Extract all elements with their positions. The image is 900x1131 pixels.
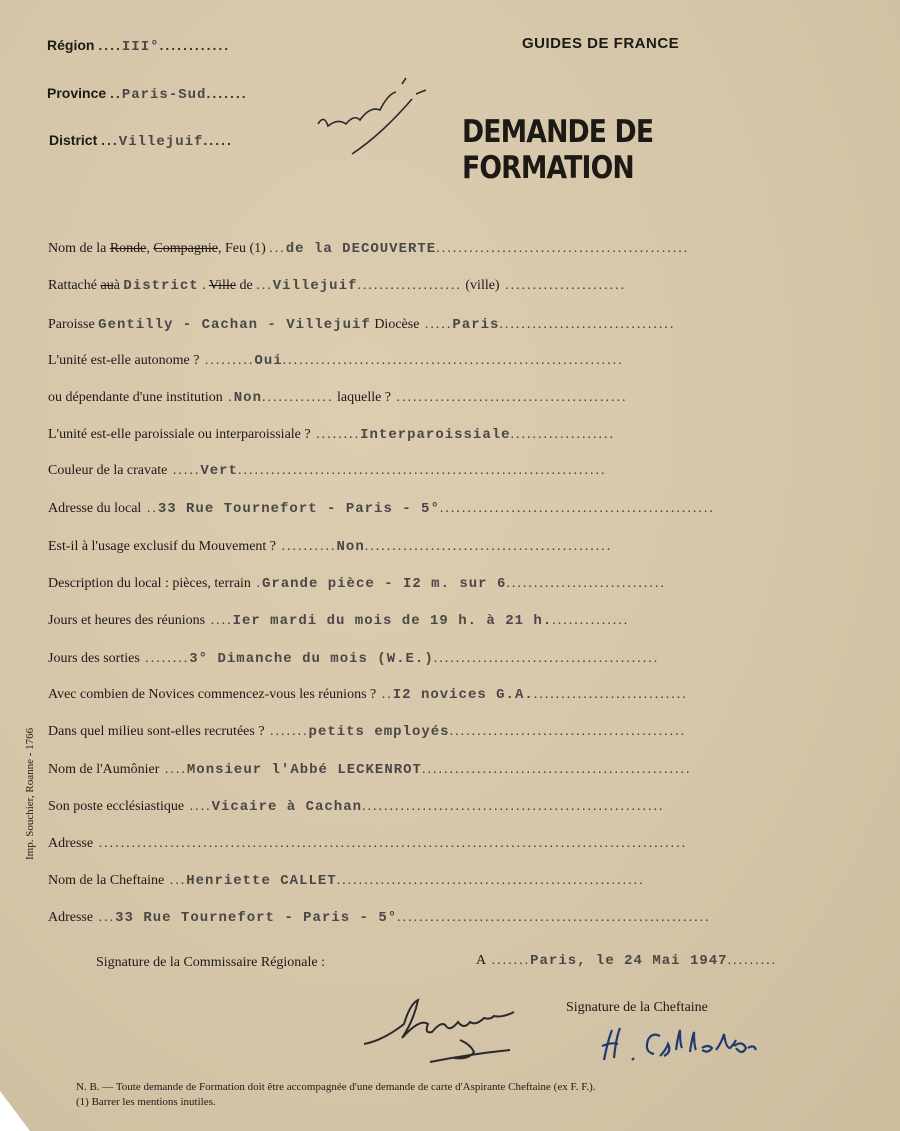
novices-value: I2 novices G.A. [392,687,534,703]
autonomous-label: L'unité est-elle autonome ? [48,353,200,368]
row-chaplain-address: Adresse ........................................................................................................... [48,836,688,851]
province-field: Province ..Paris-Sud....... [47,85,248,103]
district-value: Villejuif [118,134,204,150]
place-date-field: A .......Paris, le 24 Mai 1947......... [476,953,778,969]
parish-value: Gentilly - Cachan - Villejuif [98,317,371,333]
attached-value: Villejuif [272,278,358,294]
torn-corner [0,1091,30,1131]
leader-signature [598,1020,768,1070]
place-prefix: A [476,953,487,968]
recruitment-label: Dans quel milieu sont-elles recrutées ? [48,724,265,739]
barrer-note: (1) Barrer les mentions inutiles. [76,1096,216,1108]
row-leader-name: Nom de la Cheftaine ...Henriette CALLET........................................................ [48,873,645,889]
row-autonomous: L'unité est-elle autonome ? .........Oui.............................................................. [48,353,624,369]
organization-name: GUIDES DE FRANCE [522,35,680,52]
leader-address-value: 33 Rue Tournefort - Paris - 5° [115,910,398,926]
chaplain-value: Monsieur l'Abbé LECKENROT [186,762,422,778]
tie-color-value: Vert [200,463,238,479]
leader-address-label: Adresse [48,910,94,925]
exclusive-use-label: Est-il à l'usage exclusif du Mouvement ? [48,539,277,554]
chaplain-address-label: Adresse [48,836,94,851]
nb-note: N. B. — Toute demande de Formation doit être accompagnée d'une demande de carte d'Aspirante Cheftaine (ex F. F.). [76,1081,596,1093]
leader-signature-label: Signature de la Cheftaine [566,1000,708,1015]
which-label: laquelle ? [337,390,392,405]
row-recruitment: Dans quel milieu sont-elles recrutées ? .......petits employés........................................... [48,724,687,740]
local-address-value: 33 Rue Tournefort - Paris - 5° [157,501,440,517]
row-tie-color: Couleur de la cravate .....Vert................................................................... [48,463,607,479]
meeting-times-label: Jours et heures des réunions [48,613,206,628]
place-date-value: Paris, le 24 Mai 1947 [530,953,728,969]
footer-notes [76,1080,596,1110]
row-outing-days: Jours des sorties ........3° Dimanche du mois (W.E.)......................................... [48,651,660,667]
local-address-label: Adresse du local [48,501,142,516]
region-field: Région ....III°............ [47,37,231,55]
row-novices: Avec combien de Novices commencez-vous les réunions ? ..I2 novices G.A............................. [48,687,688,703]
leader-name-label: Nom de la Cheftaine [48,873,165,888]
leader-name-value: Henriette CALLET [186,873,337,889]
parochial-value: Interparoissiale [360,427,511,443]
row-unit-name: Nom de la Ronde, Compagnie, Feu (1) ...de la DECOUVERTE.............................................. [48,241,690,257]
district-field: District ...Villejuif..... [49,132,233,150]
row-local-address: Adresse du local ..33 Rue Tournefort - Paris - 5°.................................................. [48,501,715,517]
row-local-description: Description du local : pièces, terrain .Grande pièce - I2 m. sur 6............................. [48,576,666,592]
province-value: Paris-Sud [121,87,207,103]
exclusive-use-value: Non [336,539,365,555]
row-leader-address: Adresse ...33 Rue Tournefort - Paris - 5°......................................................... [48,910,711,926]
region-value: III° [121,39,160,55]
chaplain-label: Nom de l'Aumônier [48,762,160,777]
regional-signature-label: Signature de la Commissaire Régionale : [96,955,326,970]
meeting-times-value: Ier mardi du mois de 19 h. à 21 h. [232,613,553,629]
regional-signature [360,992,560,1072]
diocese-label: Diocèse [374,317,420,332]
institution-value: Non [233,390,262,406]
page-title: DEMANDE DE FORMATION [462,114,654,186]
row-meeting-times: Jours et heures des réunions ....Ier mardi du mois de 19 h. à 21 h............... [48,613,630,629]
unit-name-value: de la DECOUVERTE [285,241,437,257]
institution-label: ou dépendante d'une institution [48,390,223,405]
city-suffix: (ville) [465,278,500,293]
novices-label: Avec combien de Novices commencez-vous les réunions ? [48,687,377,702]
parochial-label: L'unité est-elle paroissiale ou interparoissiale ? [48,427,311,442]
chaplain-post-label: Son poste ecclésiastique [48,799,185,814]
row-parish: Paroisse Gentilly - Cachan - Villejuif Diocèse .....Paris................................ [48,317,676,333]
row-exclusive-use: Est-il à l'usage exclusif du Mouvement ? ..........Non............................................. [48,539,613,555]
local-description-value: Grande pièce - I2 m. sur 6 [261,576,507,592]
outing-days-value: 3° Dimanche du mois (W.E.) [189,651,434,667]
printer-credit: Imp. Souchier, Roanne - 1766 [24,727,36,860]
recruitment-value: petits employés [308,724,450,740]
region-label: Région [47,37,95,53]
parish-label: Paroisse [48,317,95,332]
handwritten-annotation [312,74,432,164]
local-description-label: Description du local : pièces, terrain [48,576,251,591]
row-parochial: L'unité est-elle paroissiale ou interparoissiale ? ........Interparoissiale................... [48,427,616,443]
diocese-value: Paris [452,317,500,333]
tie-color-label: Couleur de la cravate [48,463,168,478]
chaplain-post-value: Vicaire à Cachan [211,799,362,815]
province-label: Province [47,85,107,101]
district-label: District [49,132,98,148]
row-institution: ou dépendante d'une institution .Non............. laquelle ? .......................................... [48,390,628,406]
autonomous-value: Oui [254,353,283,369]
row-chaplain: Nom de l'Aumônier ....Monsieur l'Abbé LECKENROT................................................. [48,762,692,778]
row-chaplain-post: Son poste ecclésiastique ....Vicaire à Cachan....................................................... [48,799,665,815]
outing-days-label: Jours des sorties [48,651,140,666]
row-attached-district: Rattaché auà District . Ville de ...Villejuif................... (ville) ...................... [48,278,627,294]
